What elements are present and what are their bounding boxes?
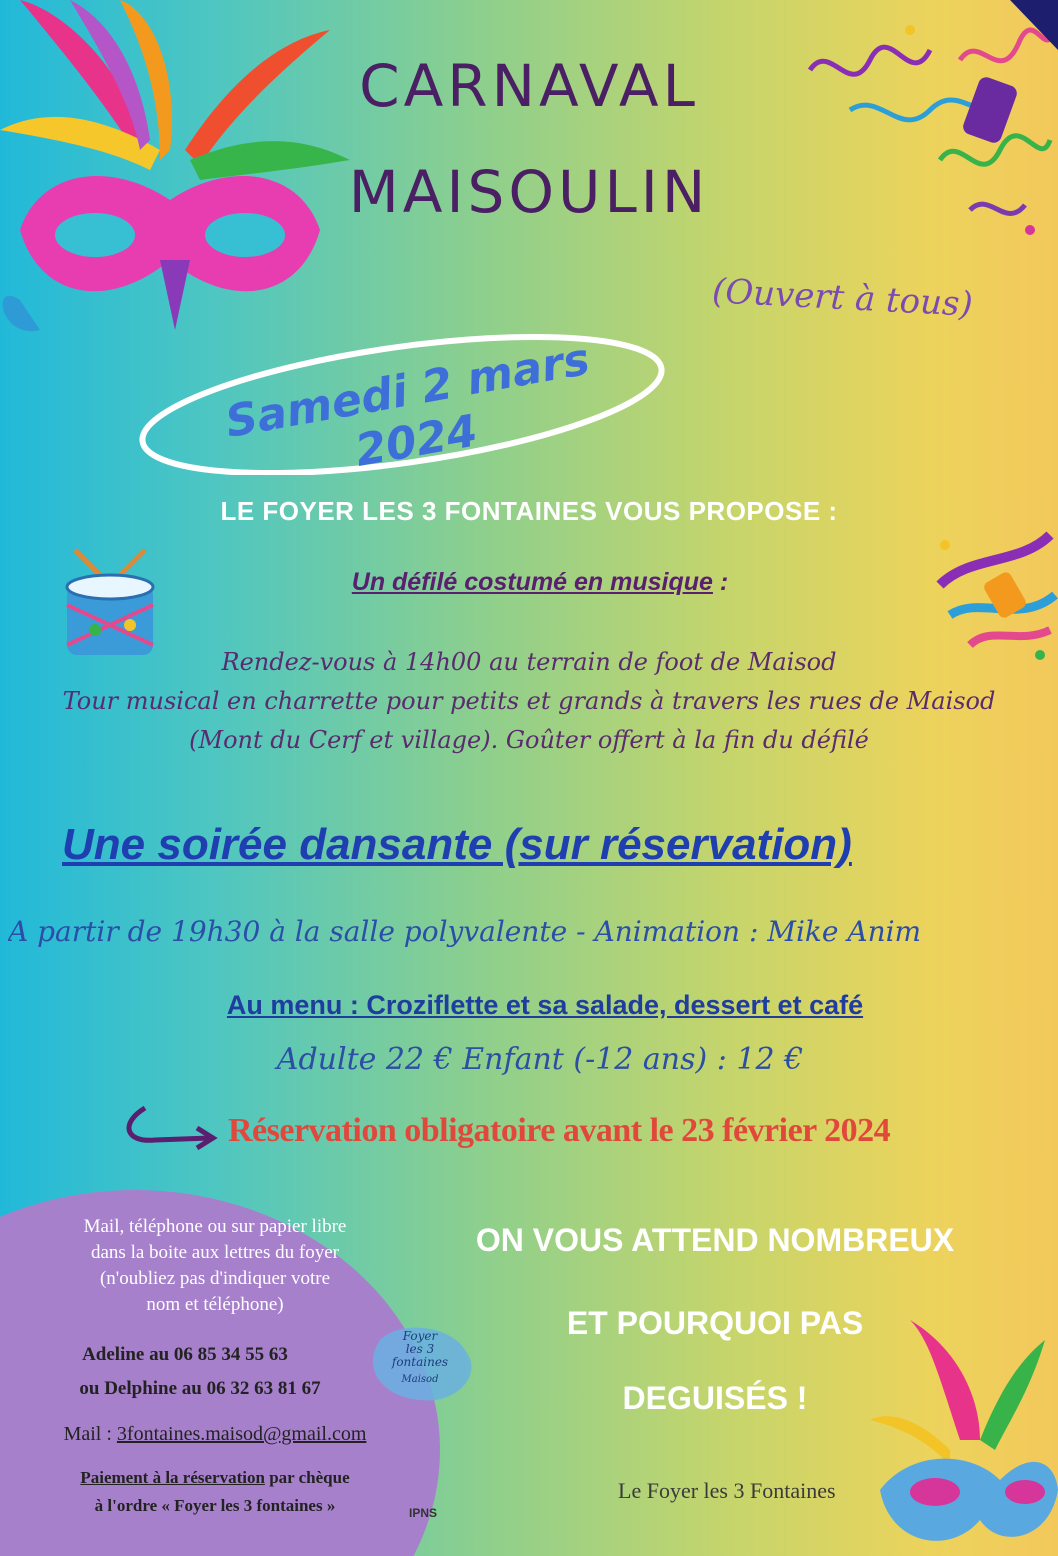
phone-adeline: Adeline au 06 85 34 55 63 bbox=[82, 1344, 288, 1365]
parade-title-colon: : bbox=[712, 568, 729, 596]
closing-line-1: ON VOUS ATTEND NOMBREUX bbox=[475, 1222, 955, 1258]
closing-line-3: DEGUISÉS ! bbox=[622, 1380, 808, 1416]
red-arrow-icon bbox=[115, 1098, 225, 1158]
parade-title-text: Un défilé costumé en musique bbox=[351, 568, 713, 596]
mail-line bbox=[0, 1422, 430, 1446]
logo-text-2: les 3 bbox=[405, 1342, 435, 1356]
closing-line-2: ET POURQUOI PAS bbox=[566, 1305, 864, 1341]
logo-text-1: Foyer bbox=[402, 1329, 438, 1343]
ipns-mark: IPNS bbox=[409, 1506, 438, 1520]
title-carnaval: CARNAVAL bbox=[359, 52, 699, 120]
payment-underlined: Paiement à la réservation bbox=[80, 1468, 265, 1487]
price-line: Adulte 22 € Enfant (-12 ans) : 12 € bbox=[276, 1042, 804, 1077]
contact-line-2: dans la boite aux lettres du foyer bbox=[91, 1242, 339, 1263]
mail-address[interactable]: 3fontaines.maisod@gmail.com bbox=[116, 1423, 367, 1445]
event-date: Samedi 2 mars 2024 bbox=[221, 333, 594, 477]
phone-delphine: ou Delphine au 06 32 63 81 67 bbox=[79, 1378, 321, 1399]
contact-line-3: (n'oubliez pas d'indiquer votre bbox=[99, 1268, 331, 1289]
parade-line-1: Rendez-vous à 14h00 au terrain de foot de Maisod bbox=[221, 648, 837, 676]
title-maisoulin: MAISOULIN bbox=[348, 158, 710, 226]
parade-line-3: (Mont du Cerf et village). Goûter offert à la fin du défilé bbox=[189, 726, 869, 754]
signature: Le Foyer les 3 Fontaines bbox=[618, 1478, 836, 1503]
payment-rest: par chèque bbox=[264, 1468, 350, 1487]
logo-text-4: Maisod bbox=[401, 1374, 439, 1385]
payment-order: à l'ordre « Foyer les 3 fontaines » bbox=[94, 1496, 336, 1515]
evening-title: Une soirée dansante (sur réservation) bbox=[62, 820, 852, 869]
evening-details: A partir de 19h30 à la salle polyvalente - Animation : Mike Anim bbox=[8, 915, 922, 948]
drum-icon bbox=[55, 545, 165, 665]
date-badge bbox=[132, 325, 672, 475]
payment-line bbox=[0, 1468, 430, 1488]
contact-line-4: nom et téléphone) bbox=[146, 1294, 284, 1315]
confetti-icon bbox=[930, 515, 1058, 665]
open-to-all-note: (Ouvert à tous) bbox=[711, 271, 974, 325]
logo-text-3: fontaines bbox=[391, 1355, 449, 1369]
mail-label: Mail : bbox=[63, 1423, 117, 1445]
contact-line-1: Mail, téléphone ou sur papier libre bbox=[83, 1216, 347, 1237]
intro-heading: LE FOYER LES 3 FONTAINES VOUS PROPOSE : bbox=[220, 496, 838, 526]
small-mask-icon bbox=[870, 1320, 1058, 1556]
parade-title bbox=[0, 568, 1058, 597]
reservation-deadline: Réservation obligatoire avant le 23 février 2024 bbox=[228, 1112, 891, 1149]
menu-line: Au menu : Croziflette et sa salade, dessert et café bbox=[226, 990, 864, 1020]
parade-line-2: Tour musical en charrette pour petits et grands à travers les rues de Maisod bbox=[62, 687, 996, 715]
